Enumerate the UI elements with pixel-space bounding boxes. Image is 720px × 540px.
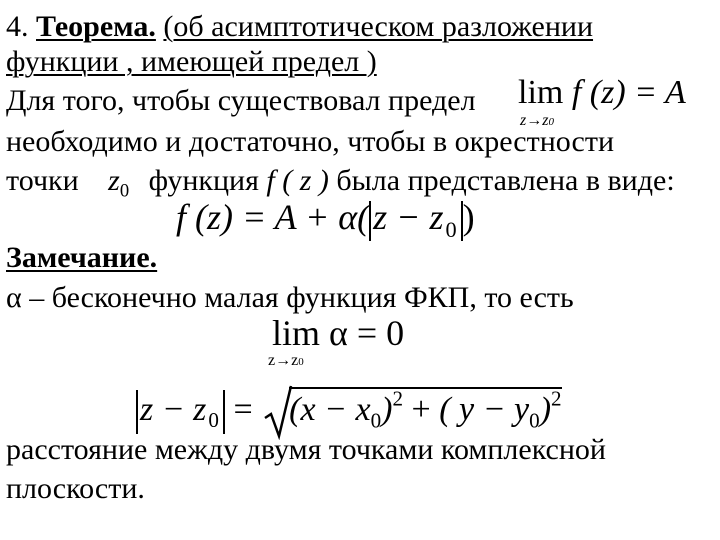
remark-heading	[6, 241, 157, 275]
alpha-under-sub: 0	[298, 356, 304, 368]
theorem-number: 4.	[6, 10, 29, 43]
closing-text-2: плоскости.	[6, 472, 145, 505]
statement-text-1: Для того, чтобы существовал предел	[6, 84, 476, 117]
remark-alpha: α	[6, 281, 22, 314]
limit-expression: f (z) = A	[571, 74, 686, 111]
remark-text: – бесконечно малая функция ФКП, то есть	[21, 281, 574, 314]
closing-text-1: расстояние между двумя точками комплексной	[6, 433, 606, 466]
limit-under-text: z→z	[520, 112, 549, 129]
alpha-limit-formula	[272, 312, 404, 354]
statement-line2	[6, 125, 614, 159]
dist-exp2: 2	[551, 386, 562, 411]
remark-title: Замечание.	[6, 241, 158, 274]
expansion-inner: z − z	[373, 197, 444, 237]
dist-term1-close: )	[381, 390, 393, 428]
alpha-lim: lim	[272, 313, 321, 353]
dist-term1: (x − x	[289, 390, 371, 428]
limit-under-sub: 0	[548, 116, 554, 128]
theorem-title: Теорема.	[36, 10, 156, 43]
dist-plus: +	[403, 390, 440, 428]
point-z0	[108, 164, 130, 202]
sqrt-radicand	[289, 386, 562, 433]
distance-formula	[136, 384, 562, 434]
theorem-heading-line2	[6, 45, 377, 79]
dist-term2-sub: 0	[529, 408, 540, 433]
theorem-subtitle-2: функции , имеющей предел )	[6, 45, 377, 78]
point-z: z	[108, 164, 120, 197]
dist-bar-right	[223, 390, 225, 434]
remark-closing-line1	[6, 433, 606, 467]
limit-formula	[518, 74, 686, 112]
alpha-under-text: z→z	[268, 352, 299, 369]
dist-eq: =	[233, 390, 253, 428]
alpha-limit-subscript	[268, 352, 304, 370]
dist-abs-sub: 0	[208, 408, 219, 433]
point-sub: 0	[119, 180, 130, 202]
theorem-heading-line1	[6, 10, 593, 44]
expansion-inner-sub: 0	[445, 216, 457, 242]
limit-lim: lim	[518, 74, 564, 111]
statement-text-3a: точки	[6, 164, 79, 197]
remark-closing-line2	[6, 472, 145, 506]
statement-text-2: необходимо и достаточно, чтобы в окрестности	[6, 125, 614, 158]
statement-func: f ( z )	[266, 164, 329, 197]
statement-text-3c: была представлена в виде:	[336, 164, 675, 197]
remark-line	[6, 281, 574, 315]
theorem-subtitle-1: (об асимптотическом разложении	[163, 10, 594, 43]
dist-abs-inner: z − z	[140, 390, 207, 428]
dist-term1-sub: 0	[370, 408, 382, 433]
expansion-left: f (z) = A + α(	[176, 197, 370, 237]
statement-text-3b: функция	[148, 164, 259, 197]
alpha-expr: α = 0	[329, 313, 405, 353]
statement-line1	[6, 84, 476, 118]
dist-term2: ( y − y	[439, 390, 530, 428]
dist-term2-close: )	[539, 390, 552, 428]
dist-exp1: 2	[392, 386, 404, 411]
expansion-formula	[176, 196, 475, 243]
expansion-close: )	[462, 197, 475, 237]
